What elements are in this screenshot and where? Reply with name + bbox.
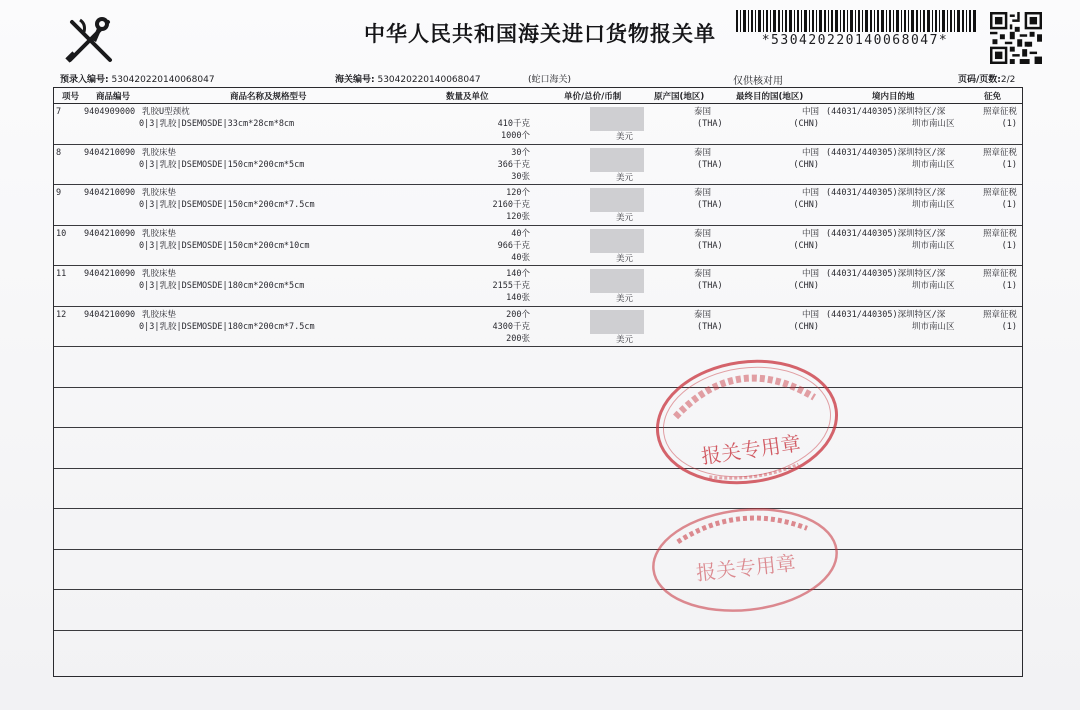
tax-code: (1) — [1001, 159, 1017, 170]
currency: 美元 — [616, 334, 634, 345]
col-domestic: 境内目的地 — [872, 92, 915, 102]
goods-table — [53, 87, 1023, 677]
destination-code: (CHN) — [793, 119, 819, 129]
price-redaction — [590, 310, 644, 334]
domestic-district: 圳市南山区 — [912, 281, 955, 291]
quantity-declared: 40张 — [511, 252, 530, 263]
empty-table-row — [54, 509, 1022, 550]
quantity-weight: 366千克 — [497, 159, 530, 170]
item-number: 7 — [56, 107, 62, 117]
col-hs-code: 商品编号 — [96, 92, 131, 102]
quantity-declared: 30张 — [511, 171, 530, 182]
quantity-declared: 140张 — [506, 293, 530, 303]
page-indicator — [958, 72, 1015, 85]
currency: 美元 — [616, 213, 634, 223]
col-quantity: 数量及单位 — [446, 92, 489, 102]
goods-name: 乳胶床垫 — [142, 269, 177, 279]
col-tax: 征免 — [984, 92, 1002, 102]
verification-note: 仅供核对用 — [733, 76, 783, 87]
page-label: 页码/页数: — [958, 75, 1001, 85]
seal-text: 报关专用章 — [699, 430, 803, 469]
tax-code: (1) — [1001, 200, 1017, 210]
goods-spec: 0|3|乳胶|DSEMOSDE|150cm*200cm*7.5cm — [139, 200, 315, 210]
table-row — [54, 226, 1022, 267]
origin-country: 泰国 — [694, 147, 712, 158]
origin-code: (THA) — [697, 321, 723, 332]
domestic-district: 圳市南山区 — [912, 159, 955, 170]
quantity-legal: 140个 — [506, 269, 530, 279]
origin-country: 泰国 — [694, 188, 712, 198]
table-row — [54, 185, 1022, 226]
domestic-destination: (44031/440305)深圳特区/深 — [826, 147, 946, 158]
empty-table-row — [54, 631, 1022, 672]
col-item-no: 项号 — [62, 92, 80, 102]
hs-code: 9404210090 — [84, 269, 136, 279]
item-number: 9 — [56, 188, 62, 198]
origin-country: 泰国 — [694, 269, 712, 279]
quantity-weight: 2160千克 — [492, 200, 530, 210]
customs-emblem-icon — [62, 14, 118, 68]
item-number: 11 — [56, 269, 67, 279]
col-destination: 最终目的国(地区) — [736, 92, 804, 102]
quantity-legal: 40个 — [511, 228, 530, 239]
col-price: 单价/总价/币制 — [564, 92, 622, 102]
domestic-destination: (44031/440305)深圳特区/深 — [826, 107, 946, 117]
destination-code: (CHN) — [793, 281, 819, 291]
qr-code-icon — [990, 12, 1042, 64]
quantity-declared: 120张 — [506, 212, 530, 222]
goods-name: 乳胶床垫 — [142, 188, 177, 198]
tax-code: (1) — [1001, 119, 1017, 129]
tax-code: (1) — [1001, 281, 1017, 291]
tax-mode: 照章征税 — [982, 269, 1017, 279]
empty-table-row — [54, 550, 1022, 591]
domestic-destination: (44031/440305)深圳特区/深 — [826, 269, 946, 279]
quantity-weight: 966千克 — [497, 240, 530, 251]
goods-name: 乳胶床垫 — [142, 228, 177, 239]
destination-code: (CHN) — [793, 200, 819, 210]
quantity-declared: 1000个 — [501, 131, 530, 141]
quantity-declared: 200张 — [506, 333, 530, 344]
tax-mode: 照章征税 — [982, 147, 1017, 158]
destination-country: 中国 — [801, 107, 819, 117]
customs-port: (蛇口海关) — [528, 75, 572, 85]
currency: 美元 — [616, 132, 634, 142]
goods-name: 乳胶床垫 — [142, 147, 177, 158]
domestic-destination: (44031/440305)深圳特区/深 — [826, 188, 946, 198]
tax-mode: 照章征税 — [982, 107, 1017, 117]
quantity-legal: 200个 — [506, 309, 530, 320]
goods-name: 乳胶U型颈枕 — [142, 107, 190, 117]
goods-spec: 0|3|乳胶|DSEMOSDE|33cm*28cm*8cm — [139, 119, 295, 129]
currency: 美元 — [616, 172, 634, 183]
pre-entry-value: 530420220140068047 — [111, 75, 215, 85]
origin-code: (THA) — [697, 240, 723, 251]
tax-code: (1) — [1001, 321, 1017, 332]
document-title: 中华人民共和国海关进口货物报关单 — [364, 22, 716, 46]
origin-country: 泰国 — [694, 309, 712, 320]
goods-spec: 0|3|乳胶|DSEMOSDE|180cm*200cm*7.5cm — [139, 321, 315, 332]
barcode-graphic — [736, 10, 976, 32]
item-number: 10 — [56, 228, 67, 239]
table-row — [54, 145, 1022, 186]
destination-code: (CHN) — [793, 240, 819, 251]
goods-spec: 0|3|乳胶|DSEMOSDE|180cm*200cm*5cm — [139, 281, 305, 291]
quantity-legal: 120个 — [506, 188, 530, 198]
empty-table-row — [54, 590, 1022, 631]
quantity-weight: 2155千克 — [492, 281, 530, 291]
col-name-spec: 商品名称及规格型号 — [230, 92, 307, 102]
domestic-district: 圳市南山区 — [912, 321, 955, 332]
table-row — [54, 104, 1022, 145]
customs-number — [335, 72, 481, 85]
tax-mode: 照章征税 — [982, 188, 1017, 198]
col-origin: 原产国(地区) — [654, 92, 705, 102]
item-number: 8 — [56, 147, 62, 158]
domestic-district: 圳市南山区 — [912, 119, 955, 129]
origin-code: (THA) — [697, 281, 723, 291]
hs-code: 9404909000 — [84, 107, 136, 117]
goods-spec: 0|3|乳胶|DSEMOSDE|150cm*200cm*5cm — [139, 159, 305, 170]
tax-mode: 照章征税 — [982, 228, 1017, 239]
destination-country: 中国 — [801, 228, 819, 239]
tax-mode: 照章征税 — [982, 309, 1017, 320]
origin-country: 泰国 — [694, 107, 712, 117]
hs-code: 9404210090 — [84, 147, 136, 158]
tax-code: (1) — [1001, 240, 1017, 251]
domestic-district: 圳市南山区 — [912, 240, 955, 251]
empty-table-row — [54, 428, 1022, 469]
price-redaction — [590, 269, 644, 293]
customs-number-value: 530420220140068047 — [377, 75, 481, 85]
destination-code: (CHN) — [793, 321, 819, 332]
currency: 美元 — [616, 253, 634, 264]
price-redaction — [590, 148, 644, 172]
price-redaction — [590, 107, 644, 131]
table-header — [54, 88, 1022, 104]
seal-text-faded: 报关专用章 — [694, 550, 797, 586]
currency: 美元 — [616, 294, 634, 304]
domestic-destination: (44031/440305)深圳特区/深 — [826, 228, 946, 239]
price-redaction — [590, 229, 644, 253]
origin-code: (THA) — [697, 159, 723, 170]
pre-entry-number — [60, 72, 215, 85]
empty-table-row — [54, 388, 1022, 429]
customs-number-label: 海关编号: — [335, 75, 375, 85]
empty-table-row — [54, 347, 1022, 388]
quantity-weight: 4300千克 — [492, 321, 530, 332]
destination-code: (CHN) — [793, 159, 819, 170]
page-value: 2/2 — [1000, 75, 1016, 85]
destination-country: 中国 — [801, 147, 819, 158]
origin-country: 泰国 — [694, 228, 712, 239]
origin-code: (THA) — [697, 119, 723, 129]
domestic-destination: (44031/440305)深圳特区/深 — [826, 309, 946, 320]
goods-name: 乳胶床垫 — [142, 309, 177, 320]
destination-country: 中国 — [801, 309, 819, 320]
price-redaction — [590, 188, 644, 212]
item-number: 12 — [56, 309, 67, 320]
quantity-weight: 410千克 — [497, 119, 530, 129]
pre-entry-label: 预录入编号: — [60, 75, 109, 85]
destination-country: 中国 — [801, 188, 819, 198]
destination-country: 中国 — [801, 269, 819, 279]
hs-code: 9404210090 — [84, 228, 136, 239]
origin-code: (THA) — [697, 200, 723, 210]
table-row — [54, 307, 1022, 348]
goods-spec: 0|3|乳胶|DSEMOSDE|150cm*200cm*10cm — [139, 240, 310, 251]
empty-table-row — [54, 469, 1022, 510]
hs-code: 9404210090 — [84, 188, 136, 198]
table-row — [54, 266, 1022, 307]
domestic-district: 圳市南山区 — [912, 200, 955, 210]
barcode-number: *530420220140068047* — [761, 33, 949, 48]
quantity-legal: 30个 — [511, 147, 530, 158]
hs-code: 9404210090 — [84, 309, 136, 320]
